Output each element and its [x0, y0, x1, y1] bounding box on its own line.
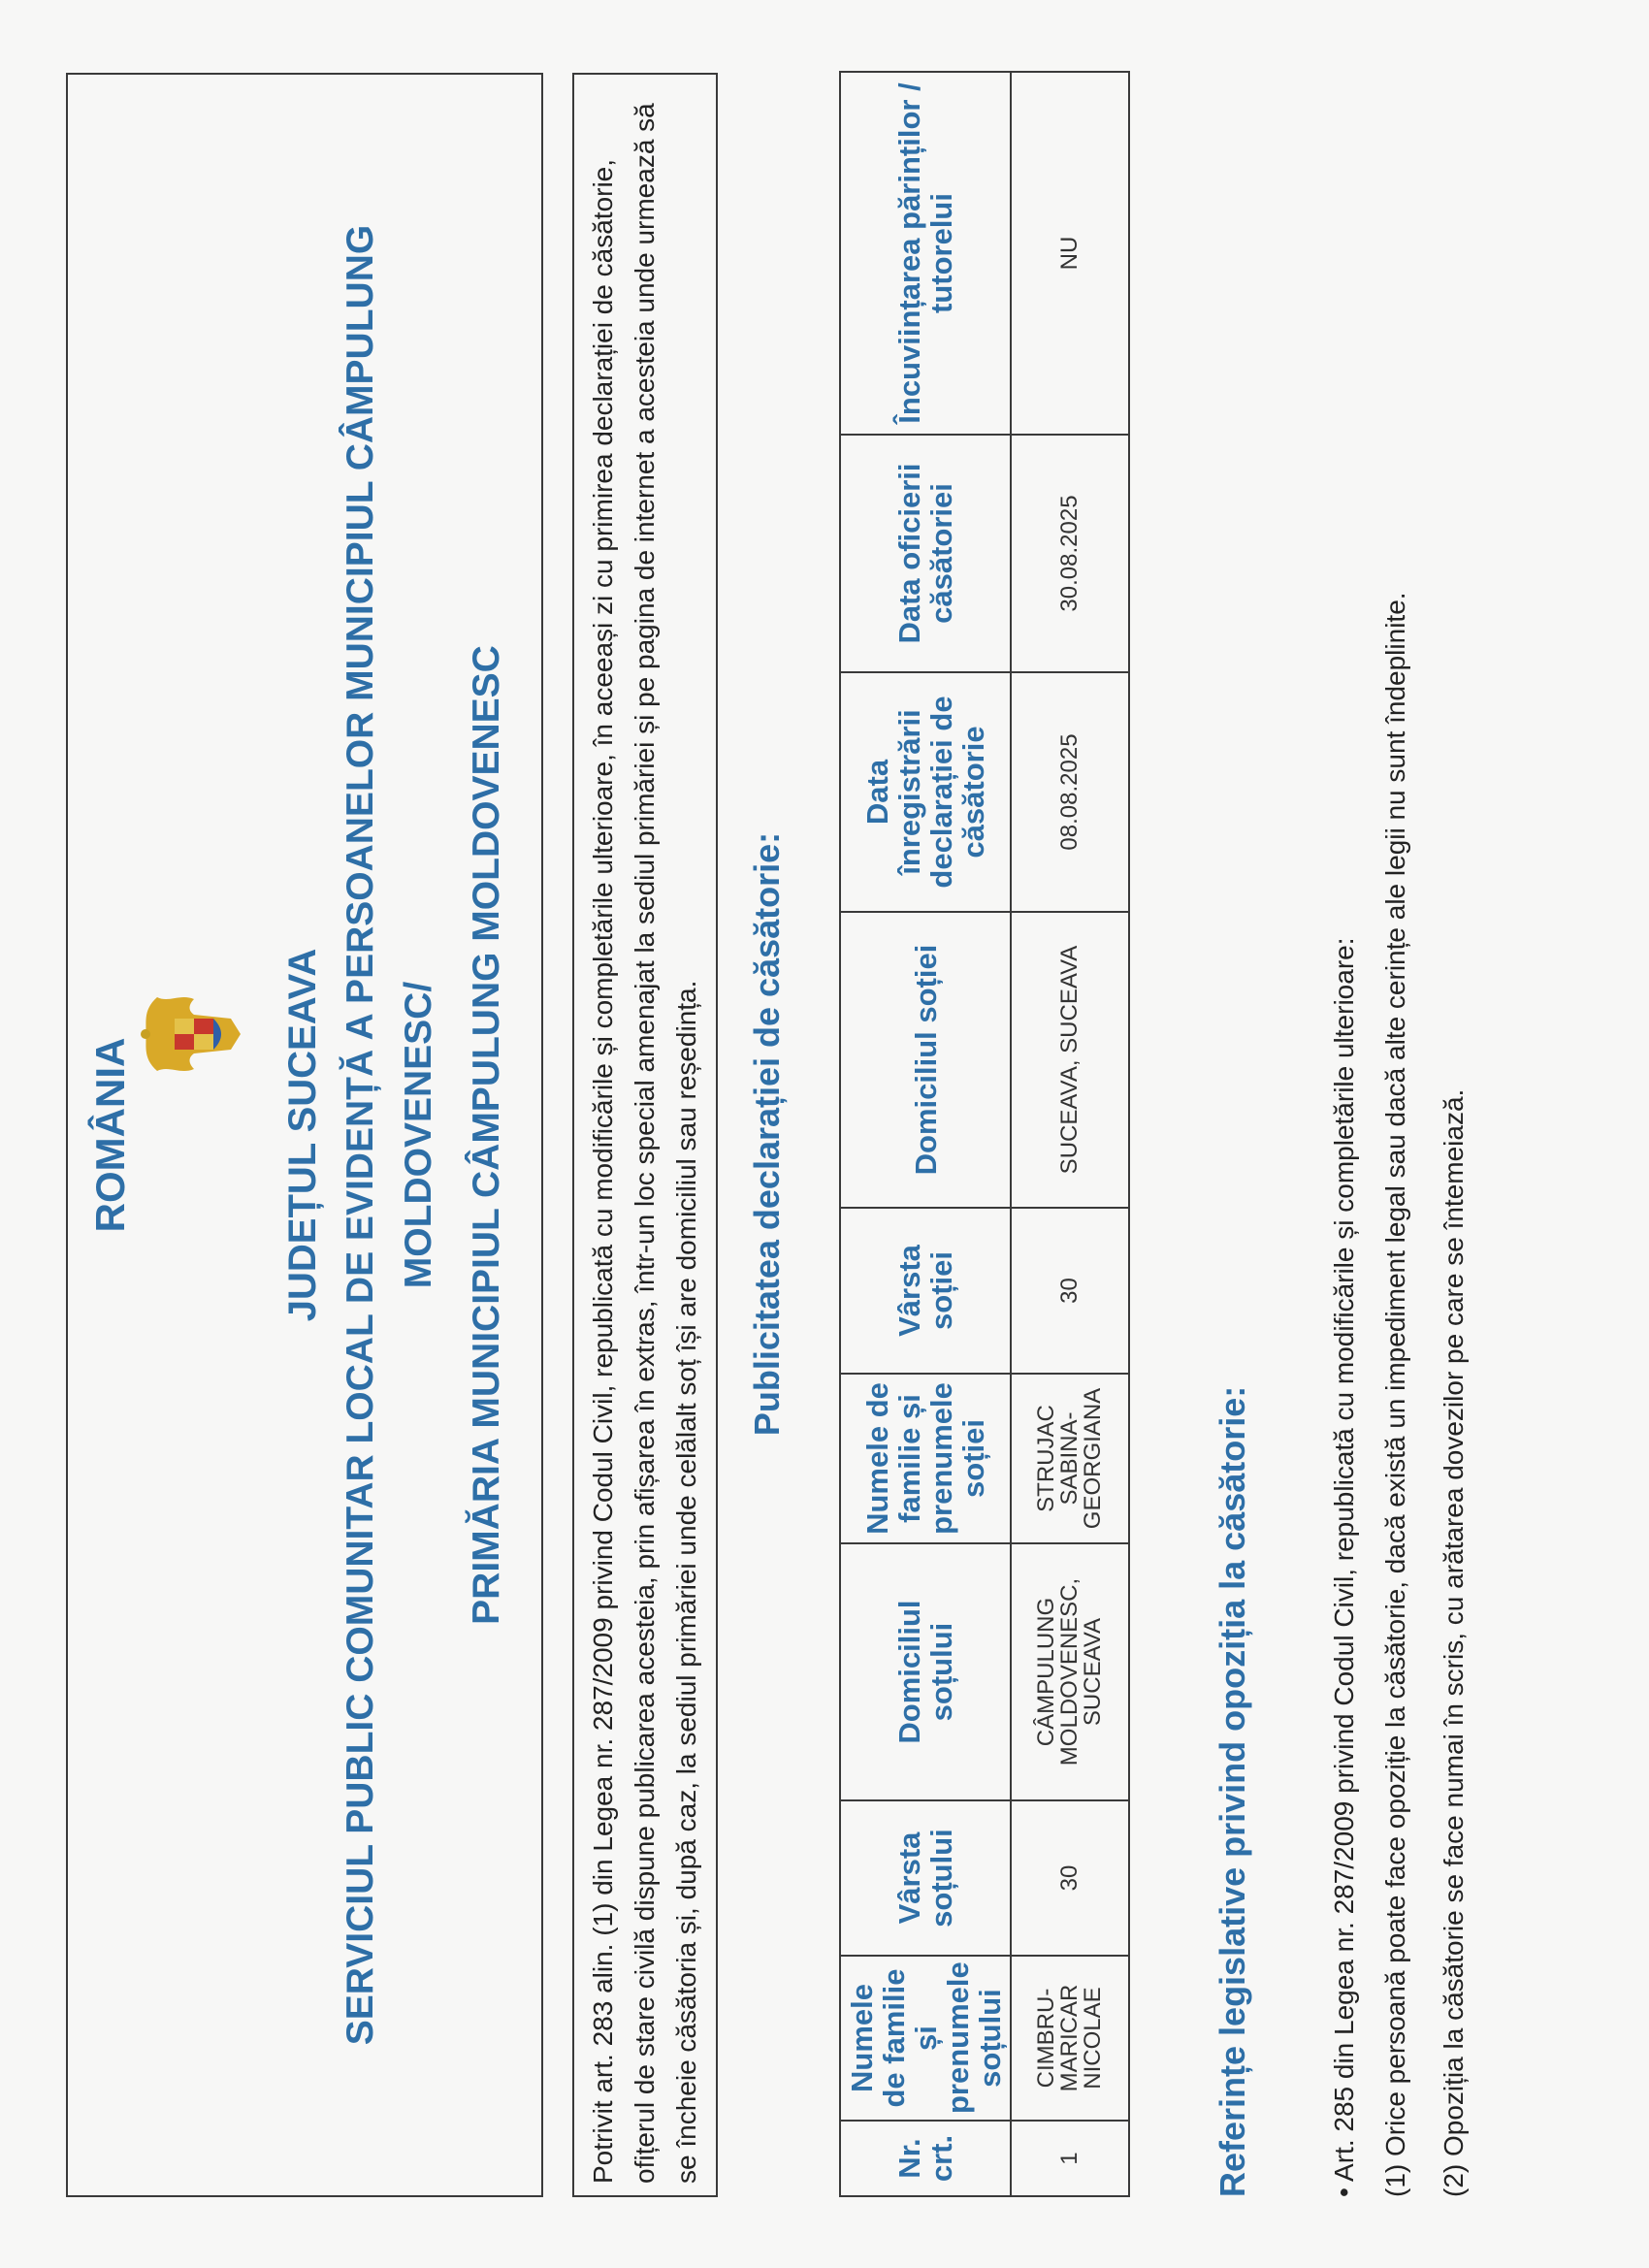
cell-parental-consent: NU — [1011, 72, 1129, 435]
table-row — [1011, 72, 1129, 2196]
header-nr-crt: Nr. crt. — [840, 2121, 1011, 2196]
references-paragraph-1: (1) Orice persoană poate face opoziție la căsătorie, dacă există un impediment legal sau dacă alte cerințe ale legii nu sunt îndeplinite. — [1380, 592, 1410, 2197]
table-header-row — [840, 72, 1011, 2196]
header-parental-consent: Încuviințarea părinților / tutorelui — [840, 72, 1011, 435]
town-hall-title: PRIMĂRIA MUNICIPIUL CÂMPULUNG MOLDOVENESC — [466, 645, 507, 1625]
cell-wife-address: SUCEAVA, SUCEAVA — [1011, 912, 1129, 1208]
header-husband-name: Numele de familie și prenumele soțului — [840, 1956, 1011, 2121]
cell-husband-name: CIMBRU-MARICAR NICOLAE — [1011, 1956, 1129, 2121]
publication-title: Publicitatea declarației de căsătorie: — [747, 831, 787, 1437]
marriage-declaration-table — [839, 71, 1130, 2197]
header-wife-name: Numele de familie și prenumele soției — [840, 1374, 1011, 1543]
header-husband-age: Vârsta soțului — [840, 1800, 1011, 1956]
cell-husband-address: CÂMPULUNG MOLDOVENESC, SUCEAVA — [1011, 1543, 1129, 1800]
service-title-line2: MOLDOVENESC/ — [398, 981, 439, 1289]
header-ceremony-date: Data oficierii căsătoriei — [840, 435, 1011, 672]
cell-wife-age: 30 — [1011, 1208, 1129, 1374]
coat-of-arms-icon — [138, 989, 244, 1079]
header-wife-address: Domiciliul soției — [840, 912, 1011, 1208]
header-box — [66, 73, 543, 2197]
references-intro: • Art. 285 din Legea nr. 287/2009 privind Codul Civil, republicată cu modificările și completările ulterioare: — [1329, 937, 1359, 2197]
header-wife-age: Vârsta soției — [840, 1208, 1011, 1374]
header-husband-address: Domiciliul soțului — [840, 1543, 1011, 1800]
cell-wife-name: STRUJAC SABINA-GEORGIANA — [1011, 1374, 1129, 1543]
service-title-line1: SERVICIUL PUBLIC COMUNITAR LOCAL DE EVIDENȚĂ A PERSOANELOR MUNICIPIUL CÂMPULUNG — [340, 224, 381, 2046]
header-registration-date: Data înregistrării declarației de căsătorie — [840, 672, 1011, 912]
references-paragraph-2: (2) Opoziția la căsătorie se face numai în scris, cu arătarea dovezilor pe care se întemeiază. — [1439, 1088, 1469, 2197]
cell-ceremony-date: 30.08.2025 — [1011, 435, 1129, 672]
county-title: JUDEȚUL SUCEAVA — [281, 948, 324, 1322]
cell-husband-age: 30 — [1011, 1800, 1129, 1956]
references-title: Referințe legislative privind opoziția la căsătorie: — [1212, 1385, 1252, 2197]
cell-registration-date: 08.08.2025 — [1011, 672, 1129, 912]
legal-notice: Potrivit art. 283 alin. (1) din Legea nr. 287/2009 privind Codul Civil, republicată cu modificările și completările ulterioare, în aceeași zi cu primirea declarației de căsătorie, ofițerul de stare civilă dispune publicarea acesteia, prin afișarea în extras, într-un loc special amenajat la sediul primăriei și pe pagina de internet a acesteia unde urmează să se încheie căsătoria și, după caz, la sediul primăriei unde celălalt soț își are domiciliul sau reședința. — [572, 73, 718, 2197]
cell-nr-crt: 1 — [1011, 2121, 1129, 2196]
country-title: ROMÂNIA — [87, 1037, 133, 1233]
